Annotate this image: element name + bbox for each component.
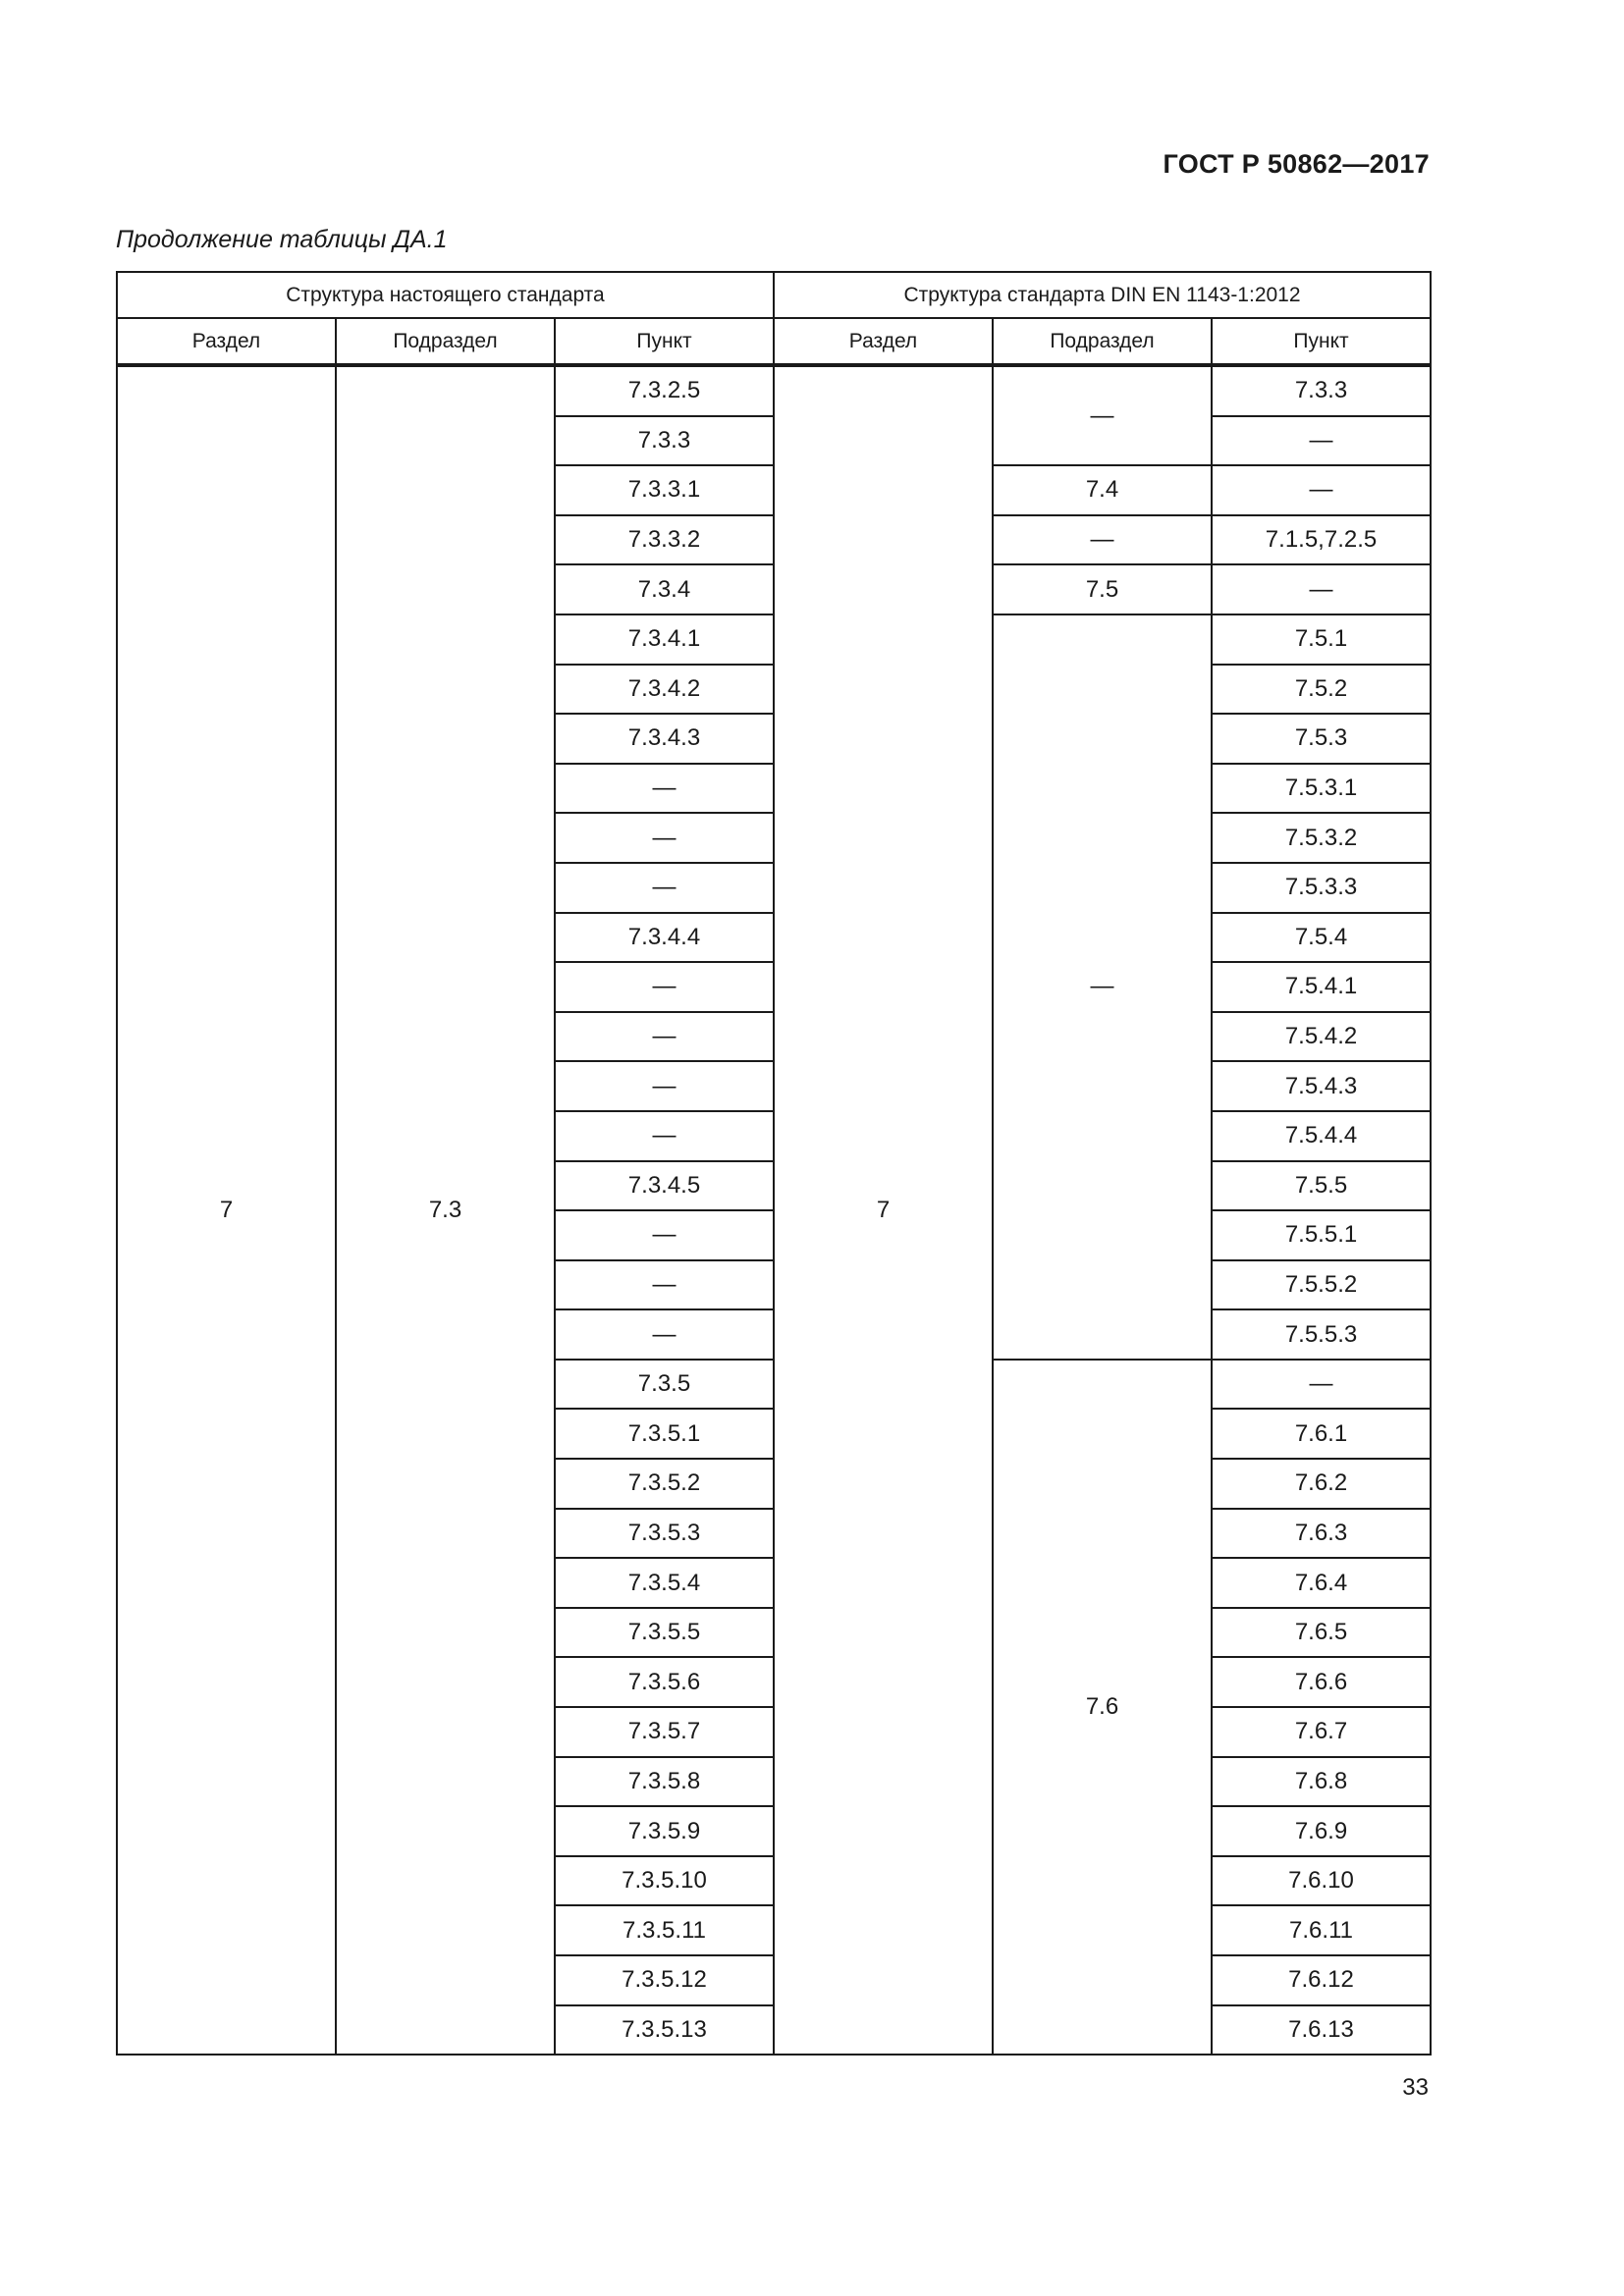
subsection-right: 7.5 [993,564,1212,614]
column-header-row [117,318,1431,365]
point-right: 7.5.4.1 [1212,962,1431,1012]
correspondence-table [116,271,1432,2056]
point-left: 7.3.5.5 [555,1608,774,1658]
point-right: 7.5.5.1 [1212,1210,1431,1260]
point-right: 7.6.2 [1212,1459,1431,1509]
point-left: 7.3.5.1 [555,1409,774,1459]
point-left: — [555,764,774,814]
point-left: — [555,813,774,863]
point-right: 7.6.8 [1212,1757,1431,1807]
point-left: — [555,1111,774,1161]
subsection-right: 7.6 [993,1360,1212,2055]
point-left: — [555,1210,774,1260]
point-right: — [1212,564,1431,614]
column-header-section-left: Раздел [117,318,336,365]
point-left: — [555,863,774,913]
point-left: 7.3.3.2 [555,515,774,565]
point-right: 7.5.4 [1212,913,1431,963]
column-header-subsection-right: Подраздел [993,318,1212,365]
point-right: 7.6.11 [1212,1905,1431,1955]
point-left: 7.3.4.4 [555,913,774,963]
point-right: 7.5.3.3 [1212,863,1431,913]
point-right: 7.6.4 [1212,1558,1431,1608]
point-right: 7.5.3.1 [1212,764,1431,814]
point-left: 7.3.3 [555,416,774,466]
point-left: 7.3.5.12 [555,1955,774,2005]
point-left: 7.3.4.1 [555,614,774,665]
point-left: 7.3.5.3 [555,1509,774,1559]
point-right: 7.5.4.2 [1212,1012,1431,1062]
group-header-this-standard: Структура настоящего стандарта [117,272,774,318]
point-right: 7.6.1 [1212,1409,1431,1459]
point-left: 7.3.4 [555,564,774,614]
point-right: 7.5.4.4 [1212,1111,1431,1161]
point-right: 7.5.5 [1212,1161,1431,1211]
point-right: 7.6.13 [1212,2005,1431,2056]
point-left: 7.3.3.1 [555,465,774,515]
group-header-row [117,272,1431,318]
point-left: 7.3.5.9 [555,1806,774,1856]
point-left: — [555,962,774,1012]
point-right: 7.6.9 [1212,1806,1431,1856]
point-left: 7.3.5.6 [555,1657,774,1707]
group-header-din-standard: Структура стандарта DIN EN 1143-1:2012 [774,272,1431,318]
point-right: 7.6.6 [1212,1657,1431,1707]
point-left: 7.3.4.3 [555,714,774,764]
table-caption: Продолжение таблицы ДА.1 [116,226,448,253]
point-right: 7.6.3 [1212,1509,1431,1559]
point-right: 7.5.3 [1212,714,1431,764]
subsection-right: — [993,365,1212,465]
point-right: — [1212,465,1431,515]
point-right: 7.6.5 [1212,1608,1431,1658]
point-right: — [1212,1360,1431,1410]
section-left: 7 [117,365,336,2055]
subsection-right: 7.4 [993,465,1212,515]
point-left: — [555,1061,774,1111]
point-left: — [555,1260,774,1310]
column-header-subsection-left: Подраздел [336,318,555,365]
table-row [117,365,1431,416]
point-left: 7.3.5.10 [555,1856,774,1906]
point-right: 7.5.4.3 [1212,1061,1431,1111]
point-right: 7.3.3 [1212,365,1431,416]
point-right: 7.5.5.3 [1212,1309,1431,1360]
section-right: 7 [774,365,993,2055]
point-left: 7.3.4.5 [555,1161,774,1211]
point-right: 7.5.1 [1212,614,1431,665]
document-code: ГОСТ Р 50862—2017 [1163,149,1430,179]
column-header-point-left: Пункт [555,318,774,365]
point-left: 7.3.2.5 [555,365,774,416]
page-number: 33 [1402,2074,1429,2101]
point-right: 7.6.7 [1212,1707,1431,1757]
column-header-section-right: Раздел [774,318,993,365]
subsection-right: — [993,614,1212,1360]
point-right: — [1212,416,1431,466]
point-left: 7.3.4.2 [555,665,774,715]
subsection-left: 7.3 [336,365,555,2055]
point-left: 7.3.5.8 [555,1757,774,1807]
point-right: 7.6.12 [1212,1955,1431,2005]
point-left: — [555,1309,774,1360]
point-left: 7.3.5.7 [555,1707,774,1757]
subsection-right: — [993,515,1212,565]
point-left: 7.3.5.13 [555,2005,774,2056]
column-header-point-right: Пункт [1212,318,1431,365]
point-left: 7.3.5.11 [555,1905,774,1955]
point-right: 7.5.3.2 [1212,813,1431,863]
point-left: 7.3.5.4 [555,1558,774,1608]
point-left: — [555,1012,774,1062]
point-right: 7.1.5,7.2.5 [1212,515,1431,565]
point-right: 7.5.5.2 [1212,1260,1431,1310]
point-right: 7.6.10 [1212,1856,1431,1906]
point-left: 7.3.5 [555,1360,774,1410]
point-right: 7.5.2 [1212,665,1431,715]
point-left: 7.3.5.2 [555,1459,774,1509]
